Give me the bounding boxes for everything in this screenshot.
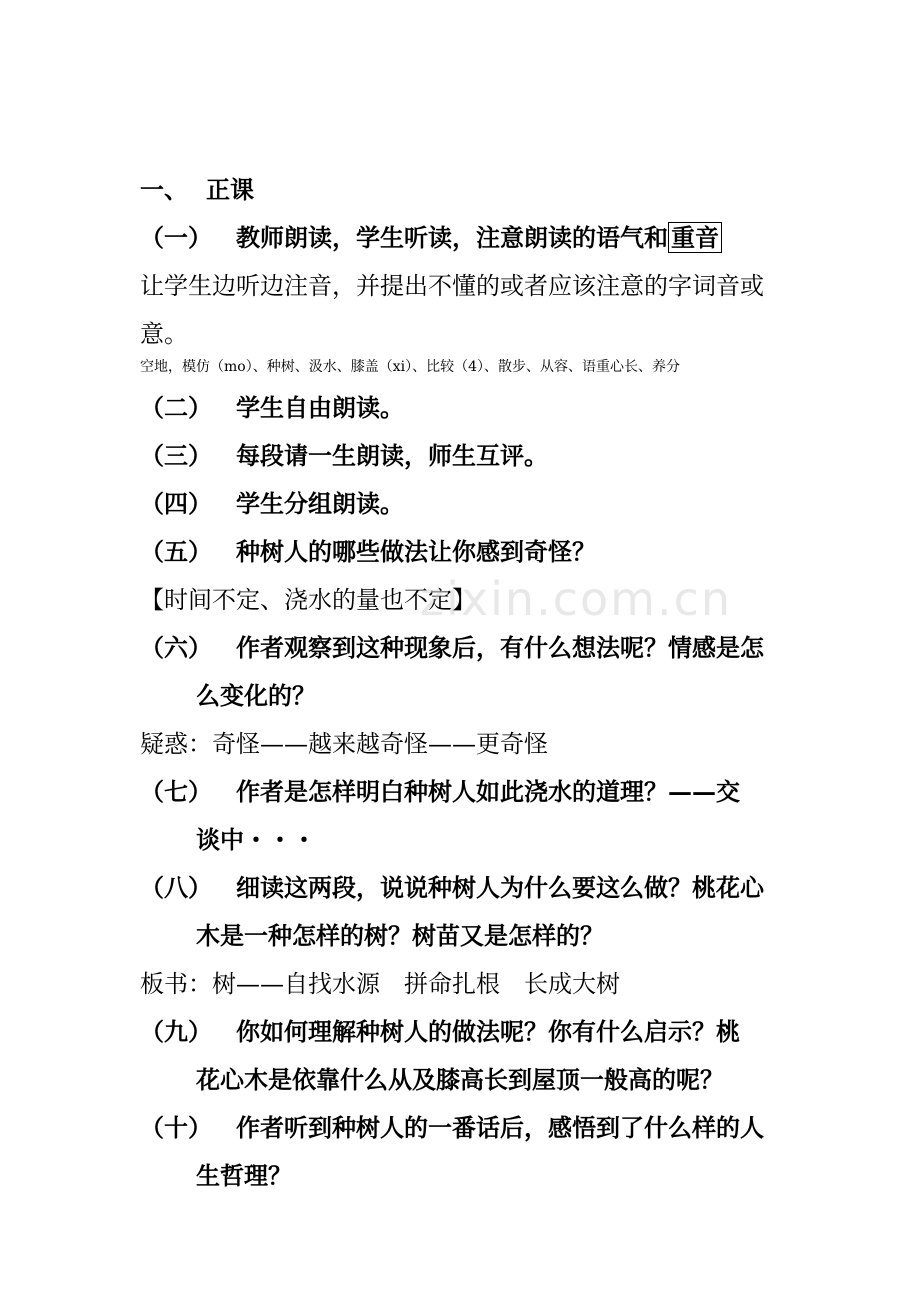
item-7-continuation: 谈中・・・: [196, 825, 316, 854]
boxed-word: 重音: [668, 222, 722, 253]
item-number: （三）: [140, 441, 212, 470]
item-text: 教师朗读，学生听读，注意朗读的语气和: [236, 223, 668, 252]
blackboard-line: 板书：树——自找水源 拼命扎根 长成大树: [140, 970, 620, 998]
item-10: [140, 1108, 764, 1143]
item-number: （十）: [140, 1113, 212, 1142]
item-text: 作者听到种树人的一番话后，感悟到了什么样的人: [236, 1113, 764, 1142]
item-text: 你如何理解种树人的做法呢？你有什么启示？桃: [236, 1017, 740, 1046]
answer-line: 疑惑：奇怪——越来越奇怪——更奇怪: [140, 730, 548, 758]
item-7: [140, 772, 740, 807]
item-number: （八）: [140, 873, 212, 902]
vocab-note: 空地，模仿（mo）、种树、汲水、膝盖（xi）、比较（4）、散步、从容、语重心长、养分: [140, 359, 680, 375]
answer-line: 【时间不定、浇水的量也不定】: [140, 586, 476, 614]
item-text: 每段请一生朗读，师生互评。: [236, 441, 548, 470]
item-number: （四）: [140, 489, 212, 518]
item-1: [140, 218, 722, 253]
item-8: [140, 868, 764, 903]
item-3: [140, 436, 548, 471]
item-text: 作者观察到这种现象后，有什么想法呢？情感是怎: [236, 633, 764, 662]
section-number: 一、: [140, 175, 188, 204]
paragraph-line: 让学生边听边注音，并提出不懂的或者应该注意的字词音或: [140, 272, 764, 300]
section-heading: [140, 170, 254, 205]
item-text: 作者是怎样明白种树人如此浇水的道理？——交: [236, 777, 740, 806]
item-9: [140, 1012, 740, 1047]
item-number: （七）: [140, 777, 212, 806]
watermark: zixin.com.cn: [420, 572, 733, 626]
item-number: （六）: [140, 633, 212, 662]
item-number: （二）: [140, 393, 212, 422]
item-number: （五）: [140, 537, 212, 566]
item-2: [140, 388, 404, 423]
item-5: [140, 532, 596, 567]
item-number: （一）: [140, 223, 212, 252]
item-6-continuation: 么变化的？: [196, 681, 316, 710]
item-9-continuation: 花心木是依靠什么从及膝高长到屋顶一般高的呢？: [196, 1065, 724, 1094]
paragraph-line: 意。: [140, 320, 188, 348]
item-text: 学生分组朗读。: [236, 489, 404, 518]
item-4: [140, 484, 404, 519]
item-8-continuation: 木是一种怎样的树？树苗又是怎样的？: [196, 921, 604, 950]
item-6: [140, 628, 764, 663]
item-text: 学生自由朗读。: [236, 393, 404, 422]
section-title: 正课: [206, 175, 254, 204]
item-number: （九）: [140, 1017, 212, 1046]
item-text: 种树人的哪些做法让你感到奇怪？: [236, 537, 596, 566]
item-10-continuation: 生哲理？: [196, 1161, 292, 1190]
item-text: 细读这两段，说说种树人为什么要这么做？桃花心: [236, 873, 764, 902]
